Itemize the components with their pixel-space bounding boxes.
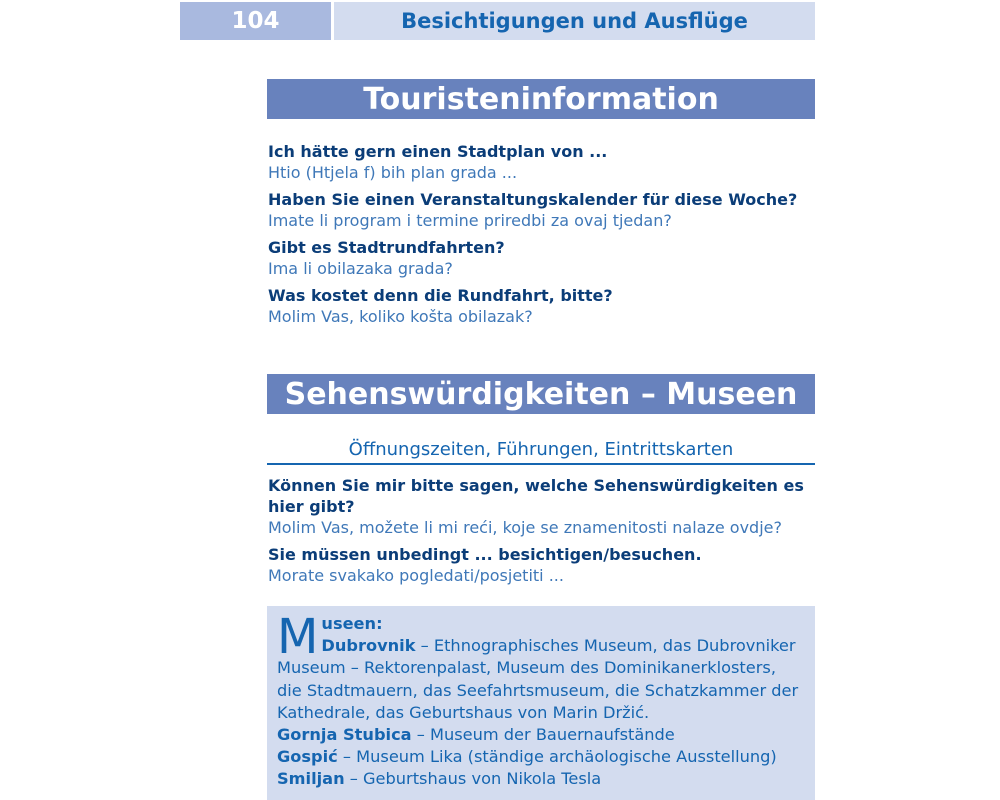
phrase-item — [268, 285, 816, 327]
phrase-german: Gibt es Stadtrundfahrten? — [268, 238, 505, 257]
phrase-list-sehenswuerdigkeiten — [268, 475, 816, 592]
museum-info-box — [267, 606, 815, 800]
phrase-german: Haben Sie einen Veranstaltungskalender für diese Woche? — [268, 190, 798, 209]
museum-place: Gospić — [277, 747, 338, 767]
phrase-german: Ich hätte gern einen Stadtplan von ... — [268, 142, 608, 161]
museum-description: – Museum der Bauernaufstände — [411, 725, 675, 745]
phrase-croatian: Morate svakako pogledati/posjetiti ... — [268, 566, 564, 585]
phrase-croatian: Ima li obilazaka grada? — [268, 259, 453, 278]
phrase-croatian: Molim Vas, koliko košta obilazak? — [268, 307, 533, 326]
page-number: 104 — [180, 2, 331, 40]
phrase-croatian: Molim Vas, možete li mi reći, koje se znamenitosti nalaze ovdje? — [268, 518, 782, 537]
museum-place: Dubrovnik — [321, 636, 416, 656]
phrase-item — [268, 544, 816, 586]
phrase-item — [268, 189, 816, 231]
section-heading-touristeninformation: Touristeninformation — [267, 79, 815, 119]
subsection-heading: Öffnungszeiten, Führungen, Eintrittskarten — [267, 437, 815, 465]
phrase-item — [268, 141, 816, 183]
museum-box-heading: useen: — [321, 614, 383, 633]
museum-description: – Geburtshaus von Nikola Tesla — [344, 769, 602, 789]
phrase-item — [268, 475, 816, 538]
phrase-german: Was kostet denn die Rundfahrt, bitte? — [268, 286, 613, 305]
museum-place: Smiljan — [277, 769, 345, 789]
drop-cap: M — [277, 609, 319, 665]
section-heading-sehenswuerdigkeiten: Sehenswürdigkeiten – Museen — [267, 374, 815, 414]
museum-place: Gornja Stubica — [277, 725, 412, 745]
phrase-item — [268, 237, 816, 279]
museum-description: – Museum Lika (ständige archäologische Ausstellung) — [337, 747, 777, 767]
phrase-croatian: Imate li program i termine priredbi za ovaj tjedan? — [268, 211, 672, 230]
phrase-croatian: Htio (Htjela f) bih plan grada ... — [268, 163, 518, 182]
phrase-german: Sie müssen unbedingt ... besichtigen/besuchen. — [268, 545, 702, 564]
museum-description: – Ethnographisches Museum, das Dubrovniker Museum – Rektorenpalast, Museum des Dominikanerklosters, die Stadtmauern, das Seefahrtsmuseum, die Schatzkammer der Kathedrale, das Geburtshaus von Marin Držić. — [277, 636, 799, 722]
chapter-title: Besichtigungen und Ausflüge — [334, 2, 815, 40]
phrase-list-touristeninformation — [268, 141, 816, 333]
phrase-german: Können Sie mir bitte sagen, welche Sehenswürdigkeiten es hier gibt? — [268, 476, 804, 516]
